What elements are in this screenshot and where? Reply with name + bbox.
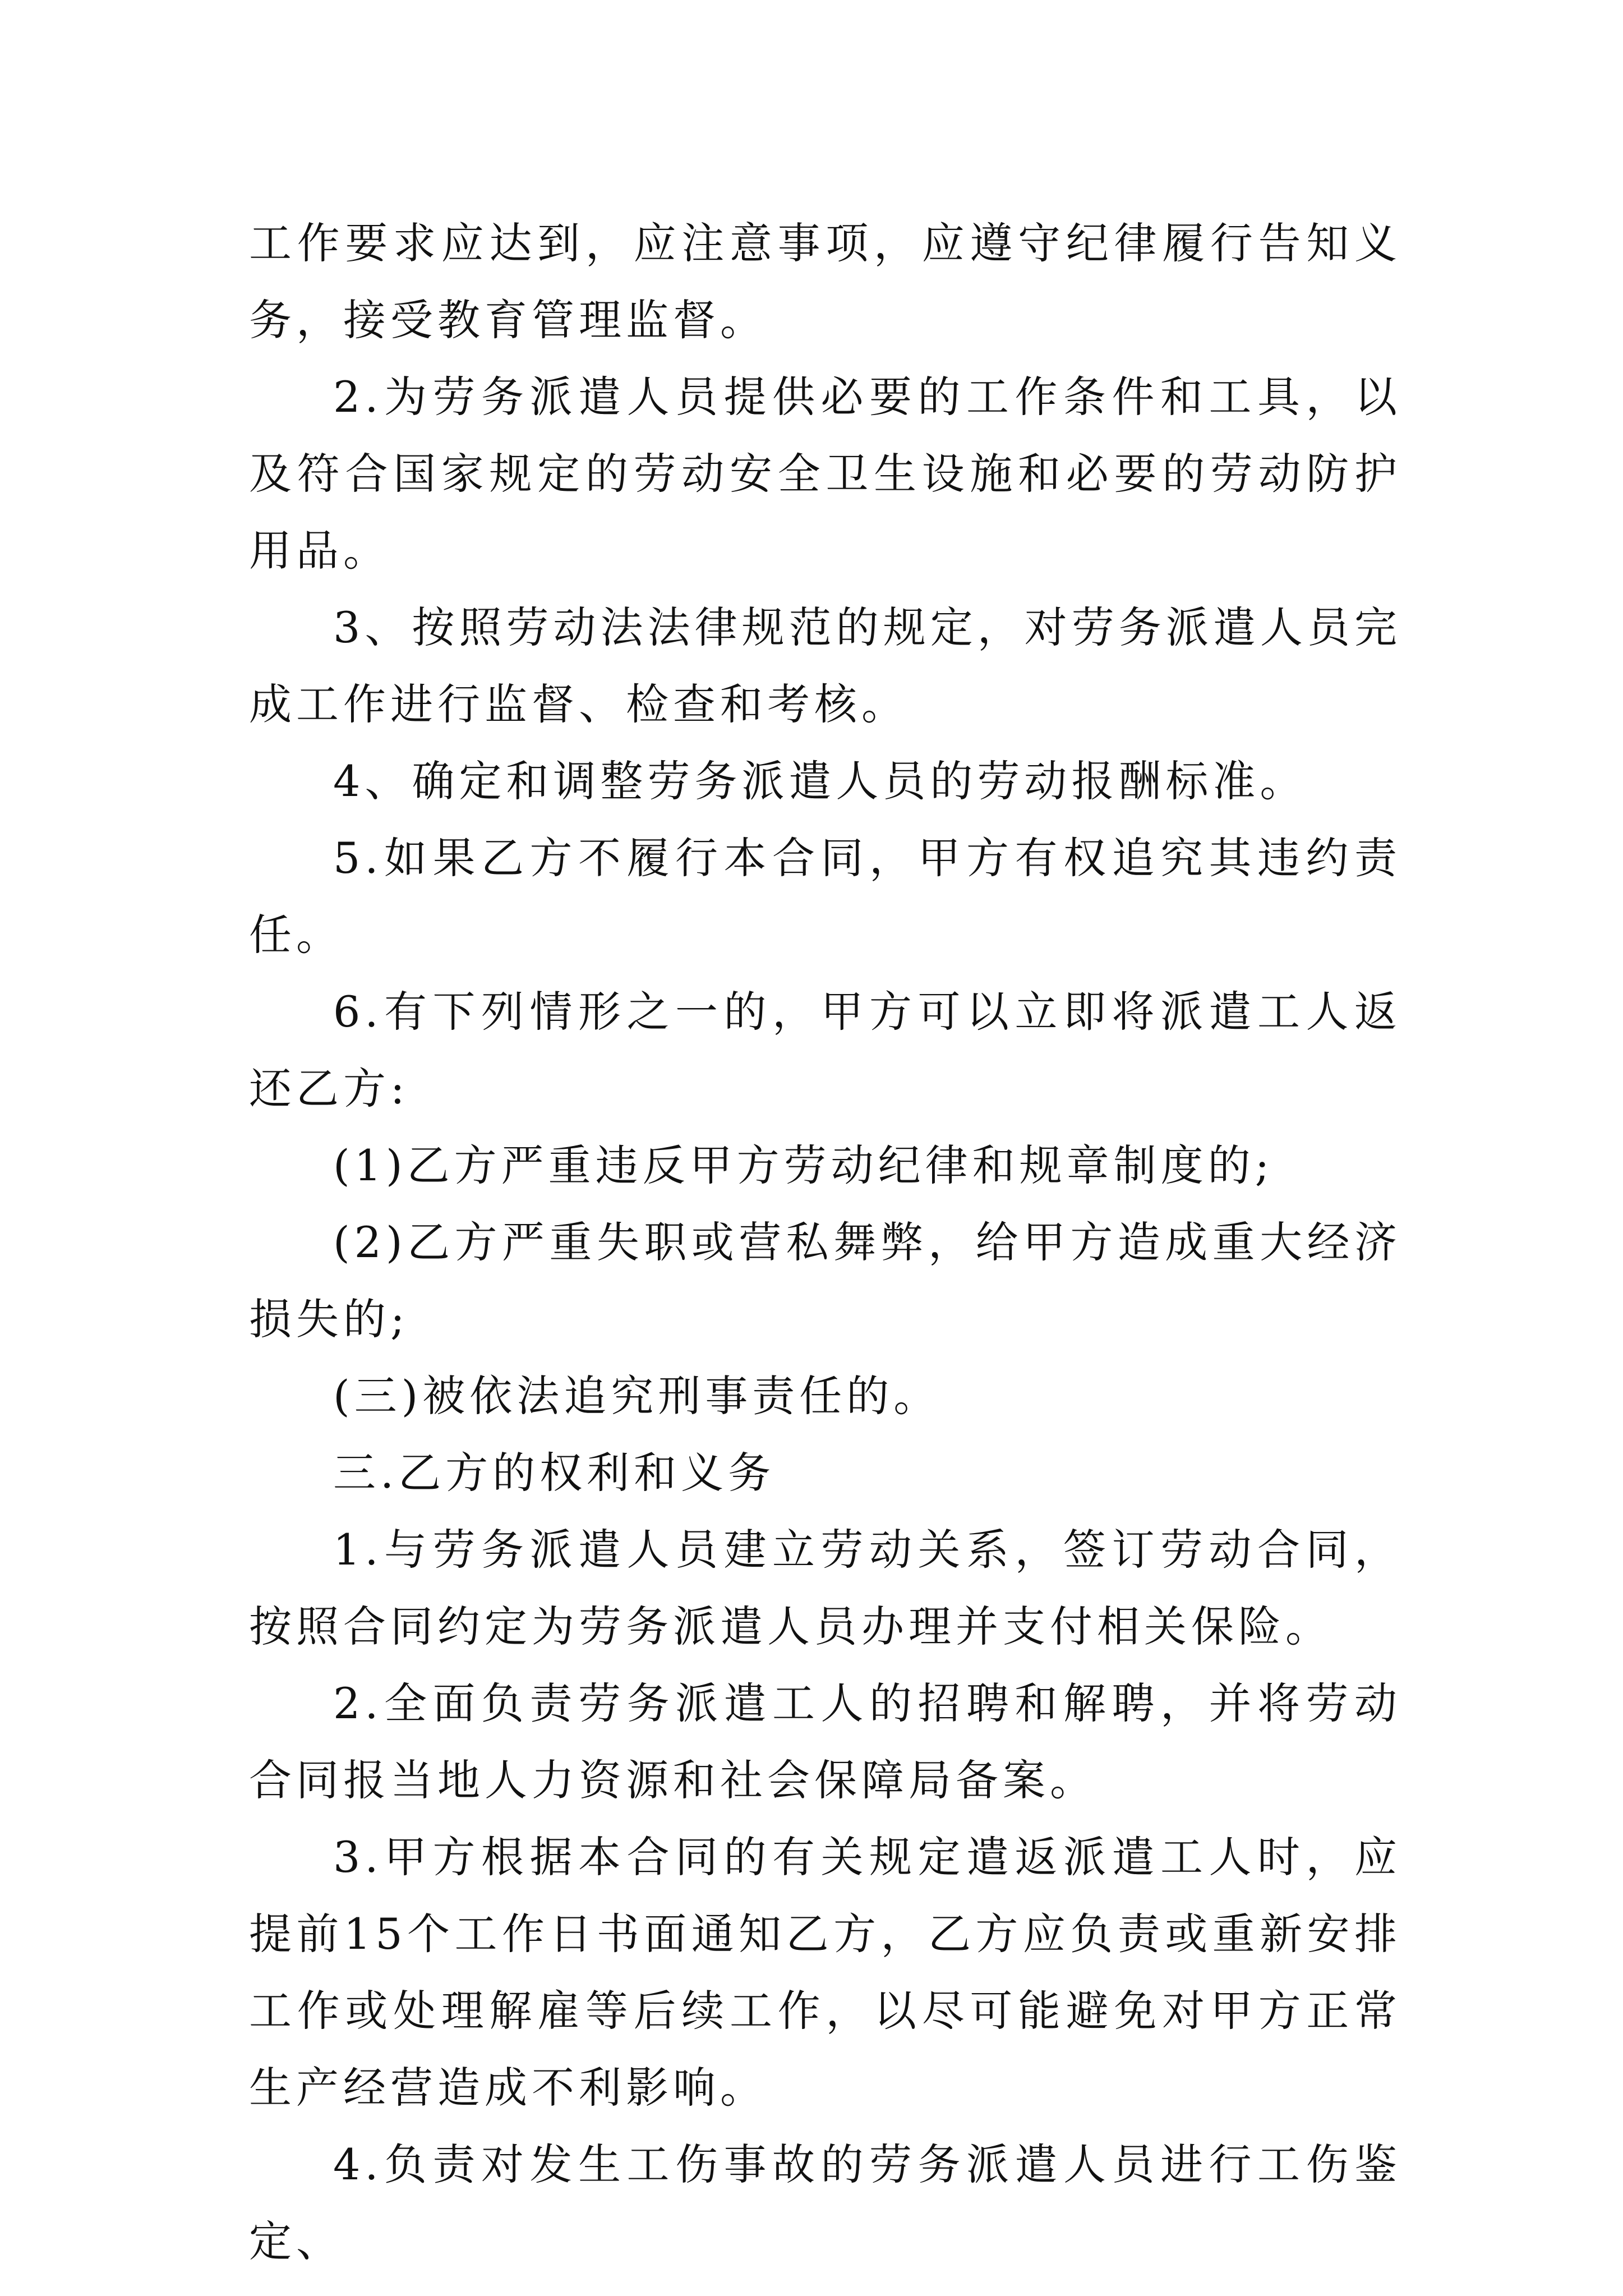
paragraph: 3、按照劳动法法律规范的规定，对劳务派遣人员完成工作进行监督、检查和考核。 xyxy=(249,602,1401,729)
paragraph: 2.全面负责劳务派遣工人的招聘和解聘，并将劳动合同报当地人力资源和社会保障局备案。 xyxy=(249,1678,1401,1805)
paragraph: (三)被依法追究刑事责任的。 xyxy=(333,1371,941,1421)
paragraph: 4、确定和调整劳务派遣人员的劳动报酬标准。 xyxy=(333,756,1307,806)
document-body xyxy=(249,205,1401,2280)
paragraph: 5.如果乙方不履行本合同，甲方有权追究其违约责任。 xyxy=(249,833,1401,960)
section-heading: 三.乙方的权利和义务 xyxy=(333,1448,776,1498)
paragraph: 2.为劳务派遣人员提供必要的工作条件和工具，以及符合国家规定的劳动安全卫生设施和必要的劳动防护用品。 xyxy=(249,372,1401,576)
paragraph: 3.甲方根据本合同的有关规定遣返派遣工人时，应提前15个工作日书面通知乙方，乙方应负责或重新安排工作或处理解雇等后续工作，以尽可能避免对甲方正常生产经营造成不利影响。 xyxy=(249,1832,1401,2113)
paragraph: 4.负责对发生工伤事故的劳务派遣人员进行工伤鉴定、 xyxy=(249,2139,1401,2266)
paragraph: (1)乙方严重违反甲方劳动纪律和规章制度的; xyxy=(333,1140,1274,1190)
paragraph: 1.与劳务派遣人员建立劳动关系，签订劳动合同，按照合同约定为劳务派遣人员办理并支付相关保险。 xyxy=(249,1525,1401,1651)
paragraph: 工作要求应达到，应注意事项，应遵守纪律履行告知义务，接受教育管理监督。 xyxy=(249,218,1401,345)
paragraph: 6.有下列情形之一的，甲方可以立即将派遣工人返还乙方: xyxy=(249,987,1401,1114)
paragraph: (2)乙方严重失职或营私舞弊，给甲方造成重大经济损失的; xyxy=(249,1217,1401,1344)
